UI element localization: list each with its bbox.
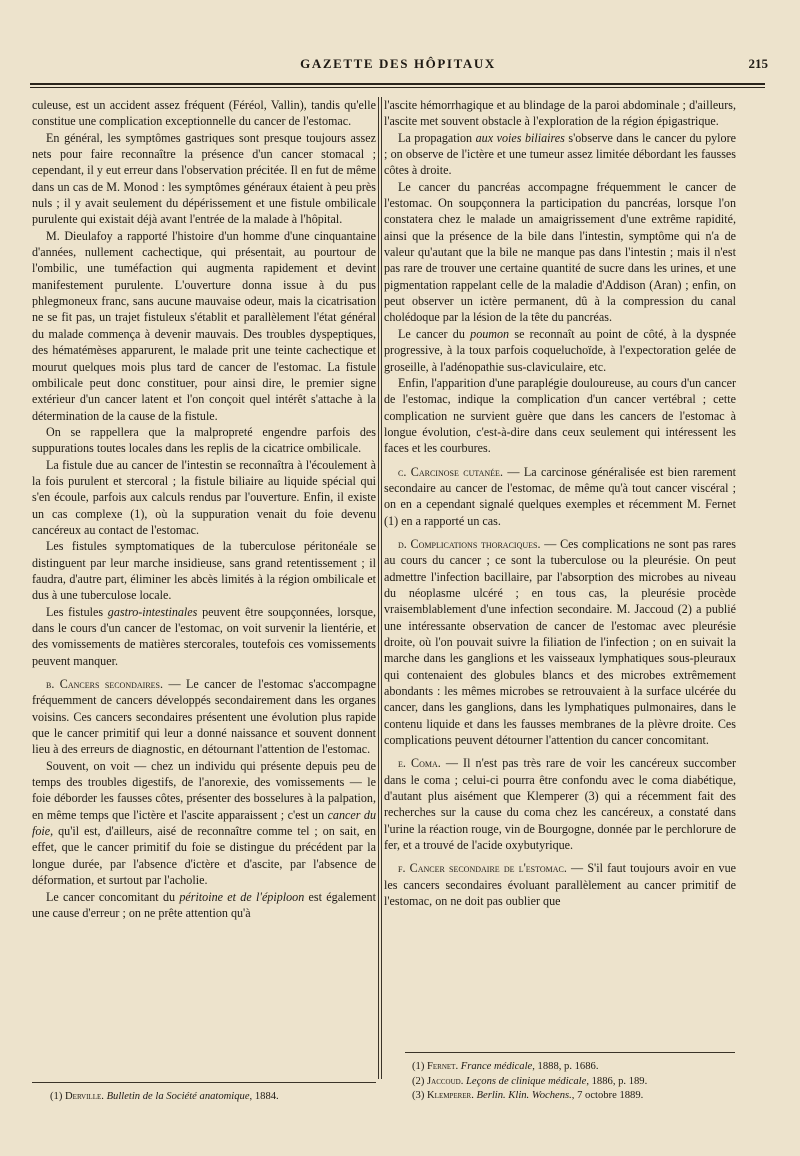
paragraph: [32, 889, 376, 922]
footnote-number: (3): [412, 1090, 428, 1102]
section-heading: b. Cancers secondaires.: [46, 677, 164, 692]
section-paragraph: [384, 755, 736, 853]
italic-term: aux voies biliaires: [475, 130, 565, 145]
footnote-title: Leçons de clinique médicale: [466, 1075, 587, 1087]
text-run: Souvent, on voit — chez un individu qui présente depuis peu de temps des troubles digestifs, de l'anorexie, des vomissements — le foie déborder les fausses côtes, présenter des bosselures à la palpation, en même temps que l'ictère et l'ascite apparaissent ; c'est un: [32, 758, 376, 822]
footnote-author: Klemperer: [427, 1090, 472, 1102]
section-heading: e. Coma.: [398, 756, 441, 771]
column-divider: [381, 97, 382, 1079]
text-run: Les fistules: [46, 604, 108, 619]
text-run: Le cancer concomitant du: [46, 889, 180, 904]
footnote-ref: , 1884.: [249, 1091, 279, 1102]
footnote-number: (2): [412, 1075, 428, 1087]
paragraph: [384, 130, 736, 179]
footnote: (1) Fernet. France médicale, 1888, p. 1686.: [412, 1061, 599, 1072]
text-run: peuvent être soupçonnées, lorsque, dans le cours d'un cancer de l'estomac, on voit survenir la lientérie, et des vomissements de matières stercorales, toutefois ces vomissements peuvent manquer.: [32, 604, 376, 668]
footnote-ref: , 7 octobre 1889.: [571, 1090, 644, 1102]
journal-title: GAZETTE DES HÔPITAUX: [300, 56, 496, 71]
paragraph: M. Dieulafoy a rapporté l'histoire d'un homme d'une cinquantaine d'années, nullement cachectique, qui présentait, au pourtour de l'ombilic, une tuméfaction qui augmenta rapidement et devint manifestement purulente. L'ouverture donna issue à du pus phlegmoneux franc, sans aucune mauvaise odeur, mais la cicatrisation ne se fit pas, un trajet fistuleux s'établit et parallèlement l'état général du malade commença à devenir mauvais. Des troubles dyspeptiques, des hématémèses apparurent, le malade prit une teinte cachectique et mourut quelques mois plus tard de cancer de l'estomac. La fistule ombilicale peut donc constituer, pour ainsi dire, le premier signe extérieur d'un cancer latent et l'on conçoit quel intérêt s'attache à la détermination de la cause de la fistule.: [32, 228, 376, 423]
footnote-title: France médicale: [460, 1061, 533, 1072]
footnote: (3) Klemperer. Berlin. Klin. Wochens., 7 octobre 1889.: [412, 1090, 644, 1102]
footnotes-right: [412, 1060, 742, 1104]
right-column: [384, 97, 736, 910]
footnote-rule-right: [405, 1052, 735, 1053]
footnote-author: Jaccoud: [427, 1075, 461, 1087]
paragraph: On se rappellera que la malpropreté engendre parfois des suppurations toutes locales dans les replis de la cicatrice ombilicale.: [32, 424, 376, 456]
paragraph: [32, 758, 376, 889]
paragraph: Les fistules symptomatiques de la tuberculose péritonéale se distinguent par leur marche insidieuse, sans grand retentissement ; il faudra, d'autre part, éliminer les abcès limités à la région ombilicale et dus à une tuberculose locale.: [32, 539, 376, 603]
footnotes-left: [50, 1090, 370, 1105]
section-paragraph: [32, 676, 376, 758]
footnote: (1) Derville. Bulletin de la Société anatomique, 1884.: [50, 1091, 279, 1102]
text-run: se reconnaît au point de côté, à la dyspnée progressive, à la toux parfois coqueluchoïde, à l'expectoration gelée de groseille, à l'adénopathie sus-claviculaire, etc.: [384, 326, 736, 374]
section-paragraph: [384, 536, 736, 748]
section-heading: c. Carcinose cutanée.: [398, 464, 503, 479]
text-run: — S'il faut toujours avoir en vue les cancers secondaires évoluant parallèlement au cancer primitif de l'estomac, on ne doit pas oublier que: [384, 861, 737, 909]
italic-term: péritoine et de l'épiploon: [179, 889, 305, 904]
footnote-number: (1): [412, 1061, 428, 1072]
paragraph: Enfin, l'apparition d'une paraplégie douloureuse, au cours d'un cancer de l'estomac, indique la complication d'un cancer vertébral ; cette complication ne survient guère que dans les cancers de l'estomac à longue évolution, c'est-à-dire dans ceux seulement qui intéressent les faces et les courbures.: [384, 375, 736, 456]
text-run: — La carcinose généralisée est bien rarement secondaire au cancer de l'estomac, de même qu'à tout cancer viscéral ; on en a cependant signalé quelques exemples et récemment M. Fernet (1) en a rapporté un cas.: [384, 464, 736, 528]
footnote-title: Berlin. Klin. Wochens.: [476, 1090, 572, 1102]
paragraph: [384, 326, 736, 375]
paragraph: La fistule due au cancer de l'intestin se reconnaîtra à l'écoulement à la fois purulent et stercoral ; la fistule biliaire au liquide spécial qui s'en écoule, parfois aux calculs rendus par l'ouverture. Enfin, il existe un cas complexe (1), où la suppuration venait du foie devenu cancéreux au contact de l'estomac.: [32, 457, 376, 537]
footnote-number: (1): [50, 1091, 66, 1102]
text-run: Le cancer du: [398, 326, 471, 341]
text-run: — Le cancer de l'estomac s'accompagne fréquemment de cancers développés secondairement dans les organes voisins. Ces cancers secondaires présentent une évolution plus rapide que le cancer primitif qui leur a donné naissance et souvent donnent lieu à des erreurs de diagnostic, en détournant l'attention de l'estomac.: [32, 677, 376, 757]
footnote-ref: , 1888, p. 1686.: [532, 1061, 599, 1072]
text-run: s'observe dans le cancer du pylore ; on observe de l'ictère et une tumeur assez limitée débordant les fausses côtes à droite.: [384, 130, 736, 178]
italic-term: cancer du foie: [32, 807, 376, 839]
italic-term: poumon: [470, 326, 510, 341]
footnote: (2) Jaccoud. Leçons de clinique médicale, 1886, p. 189.: [412, 1075, 648, 1087]
paragraph: [32, 604, 376, 669]
section-paragraph: [384, 464, 736, 529]
section-heading: f. Cancer secondaire de l'estomac.: [398, 861, 567, 876]
text-run: — Il n'est pas très rare de voir les cancéreux succomber dans le coma ; celui-ci pourra être confondu avec le coma diabétique, d'autant plus aisément que Klemperer (3) qui a récemment fait des recherches sur la cause du coma chez les cancéreux, a constaté dans l'urine la réaction rouge, vin de Bourgogne, donnée par le perchlorure de fer, et a trouvé de l'acide oxybutyrique.: [384, 756, 736, 853]
footnote-ref: , 1886, p. 189.: [586, 1075, 648, 1087]
header-rule-thin: [30, 87, 765, 88]
text-run: La propagation: [398, 130, 476, 145]
page-number: 215: [748, 56, 768, 71]
text-run: , qu'il est, d'ailleurs, aisé de reconnaître comme tel ; on sait, en effet, que le cancer primitif du foie se distingue du précédent par la longue durée, par l'absence d'ictère et d'ascite, par l'absence de déformation, et surtout par l'acholie.: [32, 824, 376, 888]
footnote-author: Derville: [65, 1091, 102, 1102]
column-divider: [378, 97, 379, 1079]
section-paragraph: [384, 860, 736, 909]
left-column: [32, 97, 376, 921]
paragraph: l'ascite hémorrhagique et au blindage de la paroi abdominale ; d'ailleurs, l'ascite met souvent obstacle à l'exploration de la région épigastrique.: [384, 98, 736, 129]
running-header: [28, 56, 768, 78]
paragraph: En général, les symptômes gastriques sont presque toujours assez nets pour faire reconnaître la présence d'un cancer stomacal ; cependant, il y eut erreur dans l'observation précitée. Il en fut de même dans un cas de M. Monod : les symptômes généraux étaient à peu près nuls ; il y avait seulement du dépérissement et une fistule ombilicale purulente qui existait déjà avant l'entrée de la malade à l'hôpital.: [32, 130, 376, 227]
section-heading: d. Complications thoraciques.: [398, 536, 541, 551]
italic-term: gastro-intestinales: [107, 604, 198, 619]
paragraph: culeuse, est un accident assez fréquent (Féréol, Vallin), tandis qu'elle constitue une complication exceptionnelle du cancer de l'estomac.: [32, 98, 376, 129]
footnote-rule-left: [32, 1082, 376, 1083]
paragraph: Le cancer du pancréas accompagne fréquemment le cancer de l'estomac. On soupçonnera la participation du pancréas, lorsque l'on constatera chez le malade un amaigrissement d'une extrême rapidité, ainsi que la présence de la bile dans l'intestin, symptôme qui n'a de valeur qu'autant que la bile ne manque pas dans l'intestin ; mais il n'est pas rare de trouver une certaine quantité de sucre dans les urines, et une pigmentation rappelant celle de la maladie d'Addison (Aran) ; enfin, on peut observer un ictère permanent, dû à la compression du canal cholédoque par la lésion de la tête du pancréas.: [384, 179, 736, 325]
footnote-author: Fernet: [427, 1061, 456, 1072]
text-run: est également une cause d'erreur ; on ne prête attention qu'à: [32, 889, 376, 920]
footnote-title: Bulletin de la Société anatomique: [106, 1091, 250, 1102]
text-run: — Ces complications ne sont pas rares au cours du cancer ; ce sont la tuberculose ou la pleurésie. On peut admettre l'infection bacillaire, par l'absorption des microbes au niveau du néoplasme ulcéré ; en tous cas, la pleurésie procède vraisemblablement d'une infection secondaire. M. Jaccoud (2) a publié une intéressante observation de cancer de l'estomac avec pleurésie droite, où l'on pouvait suivre la filiation de l'infection ; on en suivait la marche dans les ganglions et les vaisseaux lymphatiques sous-pleuraux qui contenaient des globules blancs et des microbes extrêmement abondants : les mêmes microbes se retrouvaient à la surface ulcérée du cancer, dans les ganglions, dans les lymphatiques pulmonaires, dans le contenu liquide et dans les fausses membranes de la plèvre droite. Ces complications peuvent détourner l'attention du cancer concomitant.: [384, 536, 736, 748]
header-rule-thick: [30, 83, 765, 85]
